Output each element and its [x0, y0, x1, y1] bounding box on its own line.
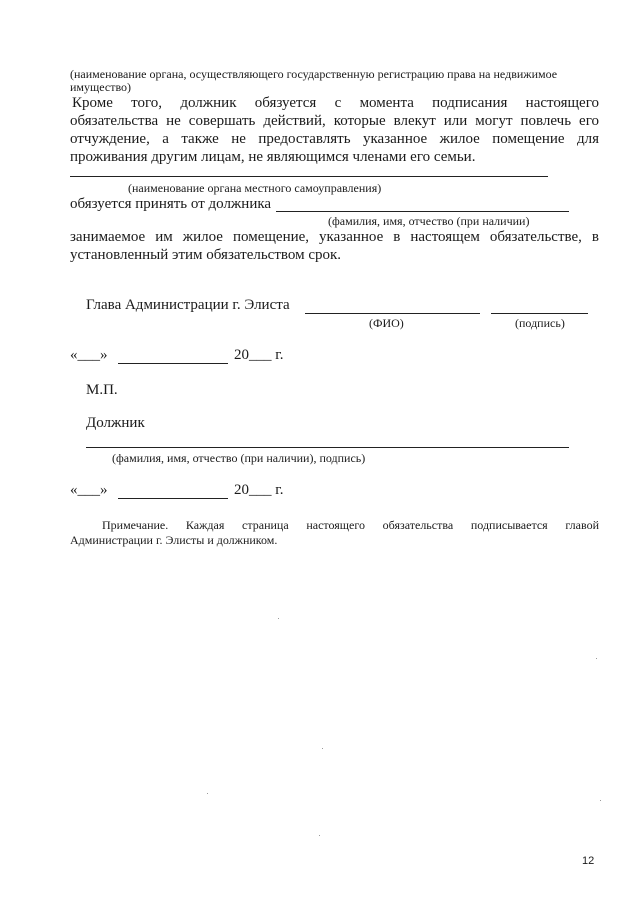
obligation-paragraph-line: Кроме того, должник обязуется с момента подписания настоящего	[72, 95, 599, 111]
page-number: 12	[582, 855, 595, 867]
date-year-field: 20___ г.	[234, 347, 284, 363]
date-month-blank-line[interactable]	[118, 363, 228, 364]
registration-body-caption: (наименование органа, осуществляющего государственную регистрацию права на недвижимое	[70, 67, 558, 81]
date-day-field: «___»	[70, 482, 108, 498]
debtor-label: Должник	[86, 415, 145, 431]
local-government-blank-line[interactable]	[70, 176, 548, 177]
debtor-name-caption: (фамилия, имя, отчество (при наличии)	[328, 214, 530, 228]
debtor-signature-blank-line[interactable]	[86, 447, 569, 448]
head-signature-blank-line[interactable]	[491, 313, 588, 314]
obligation-paragraph-line: проживания другим лицам, не являющимся членами его семьи.	[70, 149, 476, 165]
debtor-signature-caption: (фамилия, имя, отчество (при наличии), подпись)	[112, 451, 366, 465]
note-line: Администрации г. Элисты и должником.	[70, 533, 278, 547]
date-month-blank-line[interactable]	[118, 498, 228, 499]
fio-caption: (ФИО)	[369, 316, 404, 330]
head-fio-blank-line[interactable]	[305, 313, 480, 314]
head-of-administration-label: Глава Администрации г. Элиста	[86, 297, 290, 313]
obligation-paragraph-line: отчуждение, а также не предоставлять указанное жилое помещение для	[70, 131, 599, 147]
obligation-paragraph-line: обязательства не совершать действий, которые влекут или могут повлечь его	[70, 113, 599, 129]
local-government-caption: (наименование органа местного самоуправления)	[128, 181, 382, 195]
date-day-field: «___»	[70, 347, 108, 363]
date-year-field: 20___ г.	[234, 482, 284, 498]
premises-paragraph-line: занимаемое им жилое помещение, указанное в настоящем обязательстве, в	[70, 229, 599, 245]
registration-body-caption-cont: имущество)	[70, 80, 132, 94]
debtor-name-blank-line[interactable]	[276, 211, 569, 212]
note-line: Примечание. Каждая страница настоящего обязательства подписывается главой	[102, 518, 599, 532]
premises-paragraph-line: установленный этим обязательством срок.	[70, 247, 342, 263]
accept-from-debtor-text: обязуется принять от должника	[70, 196, 272, 212]
signature-caption: (подпись)	[515, 316, 565, 330]
stamp-place-label: М.П.	[86, 382, 118, 398]
